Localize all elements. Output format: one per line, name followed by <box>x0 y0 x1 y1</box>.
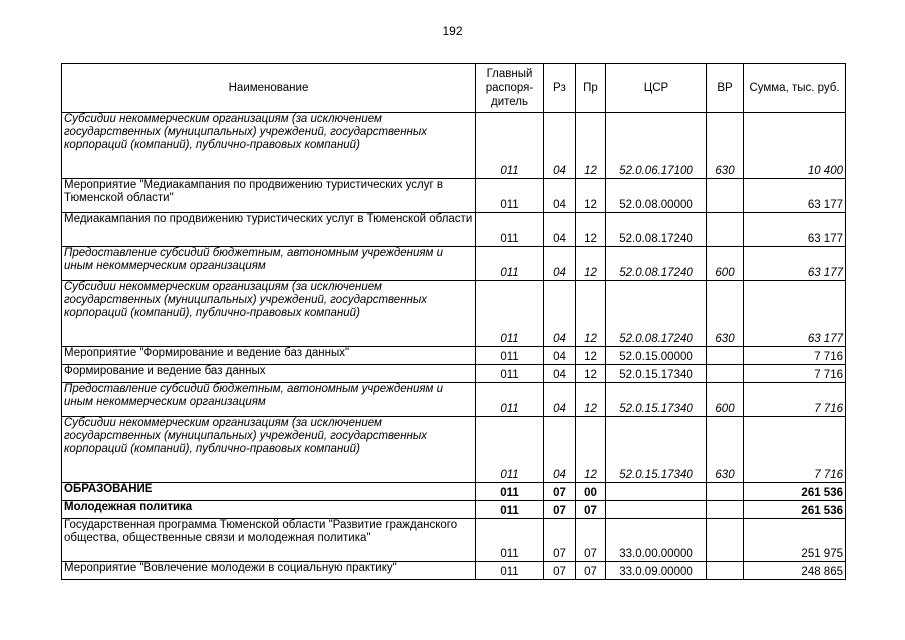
row-sum: 63 177 <box>744 281 846 347</box>
row-csr <box>606 501 707 519</box>
column-header-name: Наименование <box>62 64 476 113</box>
table-row <box>62 113 846 179</box>
row-vr <box>707 213 744 247</box>
row-name: Субсидии некоммерческим организациям (за исключением государственных (муниципальных) учреждений, государственных корпораций (компаний), публично-правовых компаний) <box>62 417 476 483</box>
row-name: Субсидии некоммерческим организациям (за исключением государственных (муниципальных) учреждений, государственных корпораций (компаний), публично-правовых компаний) <box>62 113 476 179</box>
row-sum: 248 865 <box>744 562 846 580</box>
row-pr: 07 <box>576 519 606 562</box>
row-pr: 07 <box>576 562 606 580</box>
row-admin: 011 <box>476 247 544 281</box>
row-admin: 011 <box>476 347 544 365</box>
row-admin: 011 <box>476 562 544 580</box>
row-pr: 12 <box>576 213 606 247</box>
table-row <box>62 281 846 347</box>
row-vr: 600 <box>707 383 744 417</box>
row-vr: 630 <box>707 281 744 347</box>
row-csr <box>606 483 707 501</box>
table-row <box>62 417 846 483</box>
row-sum: 7 716 <box>744 365 846 383</box>
row-admin: 011 <box>476 519 544 562</box>
row-csr: 52.0.08.00000 <box>606 179 707 213</box>
row-pr: 12 <box>576 417 606 483</box>
row-name: Субсидии некоммерческим организациям (за исключением государственных (муниципальных) учреждений, государственных корпораций (компаний), публично-правовых компаний) <box>62 281 476 347</box>
table-row <box>62 483 846 501</box>
row-sum: 251 975 <box>744 519 846 562</box>
row-name: ОБРАЗОВАНИЕ <box>62 483 476 501</box>
row-sum: 63 177 <box>744 247 846 281</box>
row-pr: 12 <box>576 347 606 365</box>
table-row <box>62 519 846 562</box>
row-vr: 630 <box>707 113 744 179</box>
row-sum: 7 716 <box>744 417 846 483</box>
table-row <box>62 383 846 417</box>
row-csr: 52.0.15.17340 <box>606 417 707 483</box>
row-csr: 52.0.08.17240 <box>606 281 707 347</box>
column-header-admin: Главный распоря-дитель <box>476 64 544 113</box>
row-admin: 011 <box>476 281 544 347</box>
row-vr: 630 <box>707 417 744 483</box>
row-csr: 33.0.00.00000 <box>606 519 707 562</box>
row-csr: 52.0.15.17340 <box>606 365 707 383</box>
row-admin: 011 <box>476 501 544 519</box>
row-rz: 07 <box>544 501 576 519</box>
row-vr: 600 <box>707 247 744 281</box>
row-name: Формирование и ведение баз данных <box>62 365 476 383</box>
table-row <box>62 213 846 247</box>
row-csr: 52.0.15.17340 <box>606 383 707 417</box>
budget-table <box>61 63 846 580</box>
row-csr: 52.0.08.17240 <box>606 247 707 281</box>
row-sum: 7 716 <box>744 347 846 365</box>
row-vr <box>707 562 744 580</box>
header-row <box>62 64 846 113</box>
row-pr: 12 <box>576 113 606 179</box>
column-header-csr: ЦСР <box>606 64 707 113</box>
row-sum: 261 536 <box>744 483 846 501</box>
row-pr: 12 <box>576 179 606 213</box>
row-pr: 12 <box>576 247 606 281</box>
row-pr: 12 <box>576 383 606 417</box>
row-rz: 04 <box>544 213 576 247</box>
row-name: Мероприятие "Формирование и ведение баз данных" <box>62 347 476 365</box>
row-rz: 07 <box>544 483 576 501</box>
row-csr: 52.0.06.17100 <box>606 113 707 179</box>
row-rz: 04 <box>544 365 576 383</box>
row-vr <box>707 179 744 213</box>
row-sum: 63 177 <box>744 179 846 213</box>
row-rz: 04 <box>544 247 576 281</box>
row-admin: 011 <box>476 213 544 247</box>
row-rz: 04 <box>544 347 576 365</box>
row-name: Предоставление субсидий бюджетным, автономным учреждениям и иным некоммерческим организациям <box>62 247 476 281</box>
row-rz: 04 <box>544 281 576 347</box>
row-admin: 011 <box>476 417 544 483</box>
row-admin: 011 <box>476 113 544 179</box>
row-pr: 12 <box>576 281 606 347</box>
row-admin: 011 <box>476 179 544 213</box>
row-vr <box>707 347 744 365</box>
table-row <box>62 247 846 281</box>
column-header-sum: Сумма, тыс. руб. <box>744 64 846 113</box>
row-vr <box>707 483 744 501</box>
row-pr: 07 <box>576 501 606 519</box>
row-vr <box>707 365 744 383</box>
column-header-pr: Пр <box>576 64 606 113</box>
table-row <box>62 501 846 519</box>
row-name: Предоставление субсидий бюджетным, автономным учреждениям и иным некоммерческим организациям <box>62 383 476 417</box>
column-header-vr: ВР <box>707 64 744 113</box>
row-csr: 33.0.09.00000 <box>606 562 707 580</box>
row-vr <box>707 501 744 519</box>
row-csr: 52.0.08.17240 <box>606 213 707 247</box>
row-rz: 07 <box>544 519 576 562</box>
table-row <box>62 179 846 213</box>
row-admin: 011 <box>476 365 544 383</box>
row-name: Государственная программа Тюменской области "Развитие гражданского общества, общественные связи и молодежная политика" <box>62 519 476 562</box>
row-name: Мероприятие "Медиакампания по продвижению туристических услуг в Тюменской области" <box>62 179 476 213</box>
row-rz: 04 <box>544 383 576 417</box>
column-header-rz: Рз <box>544 64 576 113</box>
row-sum: 7 716 <box>744 383 846 417</box>
row-rz: 07 <box>544 562 576 580</box>
row-rz: 04 <box>544 113 576 179</box>
row-sum: 10 400 <box>744 113 846 179</box>
row-name: Мероприятие "Вовлечение молодежи в социальную практику" <box>62 562 476 580</box>
row-rz: 04 <box>544 417 576 483</box>
row-sum: 63 177 <box>744 213 846 247</box>
row-rz: 04 <box>544 179 576 213</box>
row-pr: 00 <box>576 483 606 501</box>
row-vr <box>707 519 744 562</box>
row-csr: 52.0.15.00000 <box>606 347 707 365</box>
row-admin: 011 <box>476 483 544 501</box>
page-number: 192 <box>442 24 463 38</box>
row-pr: 12 <box>576 365 606 383</box>
row-name: Молодежная политика <box>62 501 476 519</box>
row-admin: 011 <box>476 383 544 417</box>
row-sum: 261 536 <box>744 501 846 519</box>
table-row <box>62 347 846 365</box>
table-row <box>62 562 846 580</box>
row-name: Медиакампания по продвижению туристических услуг в Тюменской области <box>62 213 476 247</box>
table-row <box>62 365 846 383</box>
